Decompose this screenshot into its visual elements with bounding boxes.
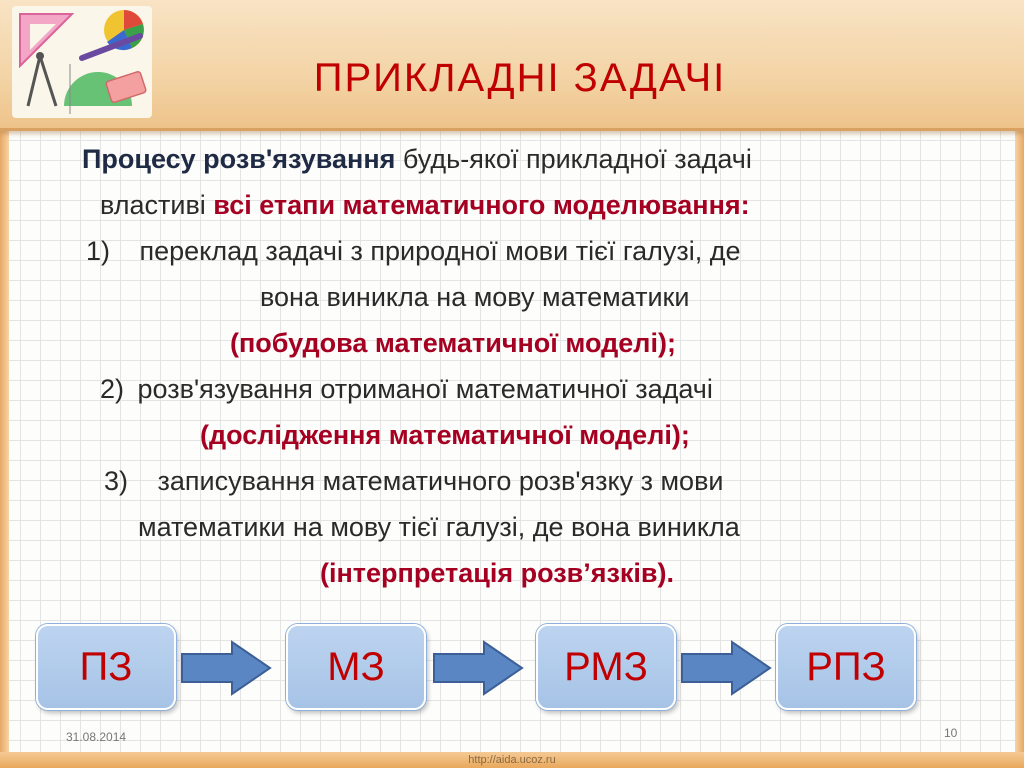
list-item-text: розв'язування отриманої математичної задачі: [137, 374, 713, 404]
right-arrow-icon: [180, 640, 272, 696]
slide-title: ПРИКЛАДНІ ЗАДАЧІ: [313, 56, 727, 100]
math-tools-icon: [12, 6, 152, 118]
body-text: будь-якої прикладної задачі: [395, 144, 752, 174]
list-number: 3): [104, 466, 129, 496]
flow-node-pz: ПЗ: [36, 624, 176, 710]
footer-url: http://aida.ucoz.ru: [468, 754, 556, 766]
list-item-3: [104, 458, 724, 504]
flow-node-rpz: РПЗ: [776, 624, 916, 710]
list-item-2: [100, 366, 713, 412]
list-item-1: [86, 228, 741, 274]
list-item-1-continuation: вона виникла на мову математики: [260, 282, 690, 312]
paragraph-line-1: [82, 136, 752, 182]
list-item-text: переклад задачі з природної мови тієї галузі, де: [139, 236, 741, 266]
slide-header: [0, 0, 1024, 131]
body-text: властиві: [100, 190, 214, 220]
list-item-3-continuation: математики на мову тієї галузі, де вона виникла: [138, 512, 740, 542]
slide-date: 31.08.2014: [66, 730, 127, 744]
list-item-1-note: (побудова математичної моделі);: [230, 328, 676, 358]
paragraph-line-2: [100, 182, 750, 228]
list-number: 2): [100, 374, 125, 404]
list-item-text: записування математичного розв'язку з мови: [157, 466, 724, 496]
flow-node-mz: МЗ: [286, 624, 426, 710]
slide-number: 10: [944, 726, 958, 740]
emphasis-text: всі етапи математичного моделювання:: [213, 190, 750, 220]
right-arrow-icon: [432, 640, 524, 696]
list-number: 1): [86, 236, 111, 266]
flow-node-rmz: РМЗ: [536, 624, 676, 710]
list-item-2-note: (дослідження математичної моделі);: [200, 420, 690, 450]
process-flow: [0, 618, 1024, 718]
right-arrow-icon: [680, 640, 772, 696]
emphasis-text: Процесу розв'язування: [82, 144, 396, 174]
list-item-3-note: (інтерпретація розв’язків).: [320, 558, 675, 588]
